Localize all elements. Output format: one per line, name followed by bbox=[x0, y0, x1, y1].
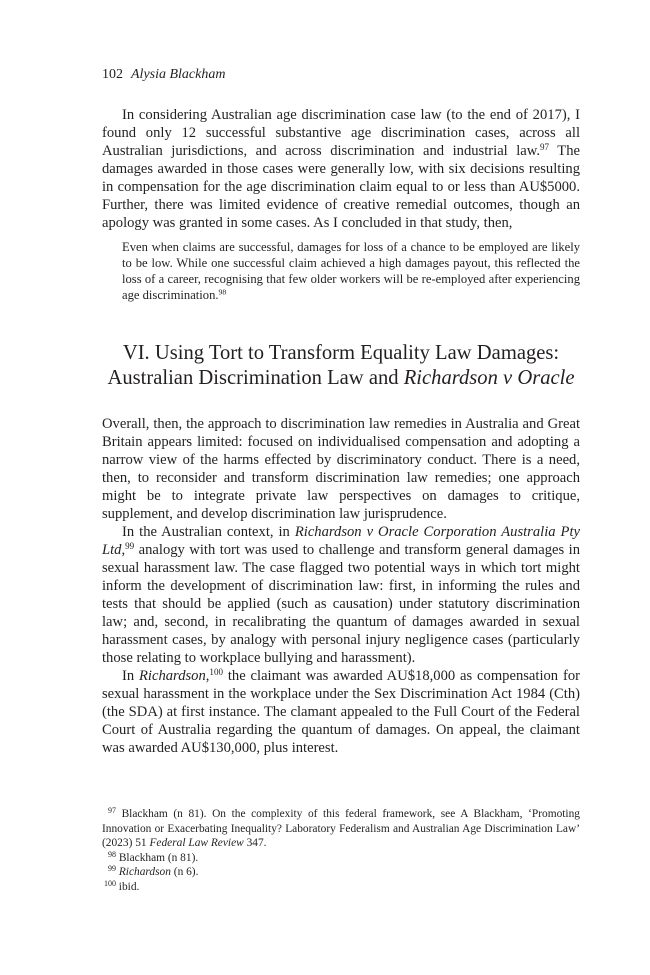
section-heading-line-2: Australian Discrimination Law and Richardson v Oracle bbox=[107, 367, 575, 389]
body-paragraph-2: Overall, then, the approach to discrimination law remedies in Australia and Great Britain appears limited: focused on individualised compensation and adopting a narrow view of the harms effected by discriminatory conduct. There is a need, then, to reconsider and transform discrimination law remedies; one approach might be to integrate private law perspectives on damages to critique, supplement, and develop discrimination law jurisprudence. bbox=[102, 416, 580, 522]
running-head-author: Alysia Blackham bbox=[131, 67, 226, 82]
block-quote: Even when claims are successful, damages for loss of a chance to be employed are likely to be low. While one successful claim achieved a high damages payout, this reflected the loss of a career, recognising that few older workers will be re-employed after experiencing age discrimination.$^{98}$ bbox=[122, 240, 580, 302]
section-heading-line-1: VI. Using Tort to Transform Equality Law Damages: bbox=[122, 342, 560, 364]
section-heading bbox=[102, 341, 580, 391]
footnote-98: $^{98}$ Blackham (n 81). bbox=[108, 849, 199, 864]
footnote-ref-97[interactable]: 97 bbox=[540, 142, 550, 153]
footnotes bbox=[102, 807, 580, 894]
body-paragraph-3: In the Australian context, in Richardson v Oracle Corporation Australia Pty Ltd,$^{99}$ analogy with tort was used to challenge and transform general damages in sexual harassment law. The case flagged two potential ways in which tort might inform the development of discrimination law: first, in informing the rules and tests that should be applied (such as causation) under statutory discrimination law; and, second, in recalibrating the quantum of damages awarded in sexual harassment cases, by analogy with personal injury negligence cases (particularly those relating to workplace bullying and harassment). bbox=[102, 524, 580, 666]
footnote-ref-99[interactable]: 99 bbox=[125, 541, 135, 552]
footnote-ref-98[interactable]: 98 bbox=[218, 287, 227, 297]
case-name: Richardson bbox=[139, 668, 206, 684]
case-name: Richardson v Oracle Corporation Australia Pty Ltd bbox=[102, 524, 580, 558]
body-paragraph-1: In considering Australian age discrimination case law (to the end of 2017), I found only 12 successful substantive age discrimination cases, across all Australian jurisdictions, and across discrimination and industrial law.$^{97}$ The damages awarded in those cases were generally low, with six decisions resulting in compensation for the age discrimination claim equal to or less than AU$5000. Further, there was limited evidence of creative remedial outcomes, though an apology was granted in some cases. As I concluded in that study, then, bbox=[102, 107, 581, 231]
body-paragraph-4: In Richardson,$^{100}$ the claimant was awarded AU$18,000 as compensation for sexual harassment in the workplace under the Sex Discrimination Act 1984 (Cth) (the SDA) at first instance. The clamant appealed to the Full Court of the Federal Court of Australia regarding the quantum of damages. On appeal, the claimant was awarded AU$130,000, plus interest. bbox=[102, 667, 580, 756]
footnote-100: $^{100}$ ibid. bbox=[104, 878, 140, 893]
page bbox=[102, 66, 580, 894]
running-head bbox=[102, 66, 580, 84]
footnote-ref-100[interactable]: 100 bbox=[209, 667, 223, 678]
footnote-97: $^{97}$ Blackham (n 81). On the complexity of this federal framework, see A Blackham, ‘Promoting Innovation or Exacerbating Inequality? Laboratory Federalism and Australian Age Discrimination Law’ (2023) 51 Federal Law Review 347. bbox=[102, 806, 580, 849]
footnote-99: $^{99}$ Richardson (n 6). bbox=[108, 864, 199, 878]
page-number: 102 bbox=[102, 67, 123, 82]
